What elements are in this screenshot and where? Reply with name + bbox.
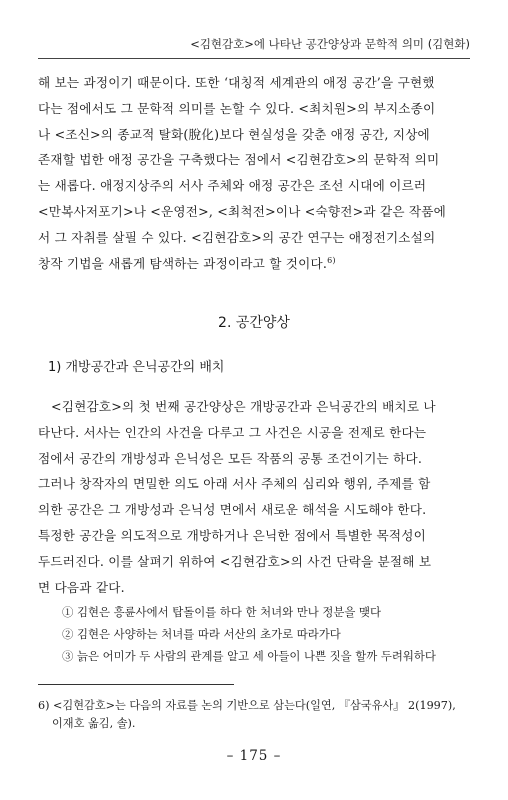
paragraph-line: 면 다음과 같다. bbox=[38, 579, 125, 595]
header-divider bbox=[38, 58, 470, 59]
footnote-line: 이재호 옮김, 솔). bbox=[52, 717, 136, 730]
section-heading: 2. 공간양상 bbox=[218, 315, 290, 331]
intro-paragraph bbox=[38, 70, 470, 276]
event-list bbox=[62, 601, 436, 667]
running-header: <김현감호>에 나타난 공간양상과 문학적 의미 (김현화) bbox=[190, 37, 470, 51]
paragraph-line: 다는 점에서도 그 문학적 의미를 논할 수 있다. <최치원>의 부지소종이 bbox=[38, 100, 436, 116]
subsection-heading: 1) 개방공간과 은닉공간의 배치 bbox=[48, 360, 225, 375]
paragraph-line: 그러나 창작자의 면밀한 의도 아래 서사 주체의 심리와 행위, 주제를 함 bbox=[38, 476, 431, 492]
footnote-divider bbox=[38, 684, 234, 685]
paragraph-line: 두드러진다. 이를 살펴기 위하여 <김현감호>의 사건 단락을 분절해 보 bbox=[38, 553, 432, 569]
paragraph-line: 해 보는 과정이기 때문이다. 또한 ‘대칭적 세계관의 애정 공간’을 구현했 bbox=[38, 75, 435, 90]
paragraph-line-text: 창작 기법을 새롭게 탐색하는 과정이라고 할 것이다. bbox=[38, 255, 328, 271]
footnote-line: 6) <김현감호>는 다음의 자료를 논의 기반으로 삼는다(일연, 『삼국유사』 2(1997), bbox=[38, 699, 456, 712]
paragraph-line: 의한 공간은 그 개방성과 은닉성 면에서 새로운 해석을 시도해야 한다. bbox=[38, 502, 427, 518]
list-item: ③ 늙은 어미가 두 사람의 관계를 알고 세 아들이 나쁜 짓을 할까 두려워하다 bbox=[62, 649, 436, 663]
paragraph-line: 서 그 자취를 살필 수 있다. <김현감호>의 공간 연구는 애정전기소설의 bbox=[38, 229, 436, 245]
paragraph-line: 특정한 공간을 의도적으로 개방하거나 은닉한 점에서 특별한 목적성이 bbox=[38, 527, 427, 543]
list-item: ② 김현은 사양하는 처녀를 따라 서산의 초가로 따라가다 bbox=[62, 627, 341, 641]
list-item: ① 김현은 흥륜사에서 탑돌이를 하다 한 처녀와 만나 정분을 맺다 bbox=[62, 605, 382, 619]
footnote bbox=[38, 697, 470, 733]
paragraph-line: <만복사저포기>나 <운영전>, <최척전>이나 <숙향전>과 같은 작품에 bbox=[38, 203, 447, 219]
paragraph-line: 점에서 공간의 개방성과 은닉성은 모든 작품의 공통 조건이기는 하다. bbox=[38, 450, 423, 466]
page-number: – 175 – bbox=[226, 748, 282, 764]
paragraph-line: 존재할 법한 애정 공간을 구축했다는 점에서 <김현감호>의 문학적 의미 bbox=[38, 152, 440, 168]
paragraph-line: 는 새롭다. 애정지상주의 서사 주체와 애정 공간은 조선 시대에 이르러 bbox=[38, 178, 427, 194]
footnote-reference[interactable]: 6) bbox=[327, 255, 336, 265]
paragraph-line: <김현감호>의 첫 번째 공간양상은 개방공간과 은닉공간의 배치로 나 bbox=[51, 399, 436, 414]
body-paragraph bbox=[38, 394, 470, 600]
paragraph-line: 나 <조신>의 종교적 탈화(脫化)보다 현실성을 갖춘 애정 공간, 지상에 bbox=[38, 126, 430, 142]
paragraph-line: 타난다. 서사는 인간의 사건을 다루고 그 사건은 시공을 전제로 한다는 bbox=[38, 424, 427, 440]
paragraph-line bbox=[38, 251, 470, 277]
